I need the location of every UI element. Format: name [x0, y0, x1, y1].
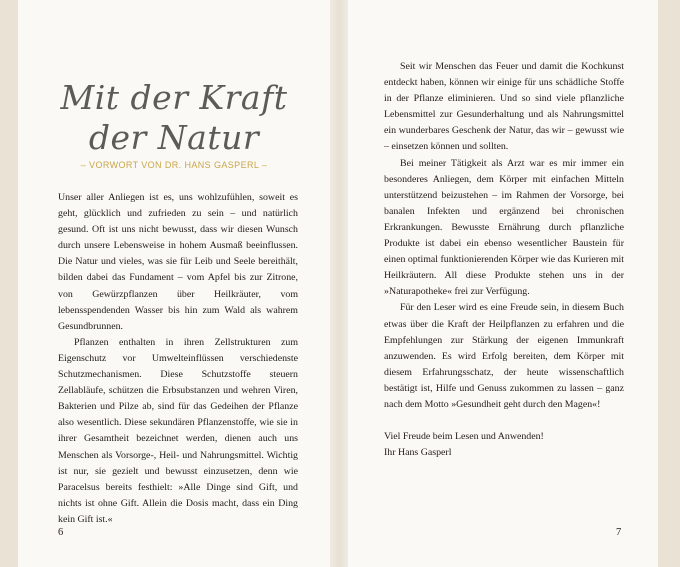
paragraph: Seit wir Menschen das Feuer und damit die Kochkunst entdeckt haben, können wir einige für uns schädliche Stoffe in der Pflanze eliminieren. Und so sind viele pflanzliche Lebensmittel zur Gesunderhaltung und als Nahrungsmittel ein wunderbares Geschenk der Natur, das wir – gewusst wie – einsetzen können und sollten. — [384, 61, 624, 153]
signature-line: Ihr Hans Gasperl — [384, 447, 452, 459]
closing-greeting: Viel Freude beim Lesen und Anwenden! — [384, 431, 544, 443]
page-number-right: 7 — [616, 527, 622, 538]
paragraph: Unser aller Anliegen ist es, uns wohlzufühlen, soweit es geht, glücklich und zufrieden zu sein – und natürlich gesund. Oft ist uns nicht bewusst, dass wir diesen Wunsch durch unsere Lebensweise in hohem Ausmaß beeinflussen. Die Natur und vieles, was sie für Leib und Seele bereithält, bilden dabei das Fundament – vom Apfel bis zur Zitrone, von Gewürzpflanzen über Heilkräuter, vom lebensspendenden Wasser bis hin zum Wald als wahrem Gesundbrunnen. — [58, 192, 298, 332]
title-line-1: Mit der Kraft — [60, 78, 288, 117]
book-gutter — [330, 0, 348, 567]
right-body-text — [384, 59, 624, 461]
page-number-left: 6 — [58, 527, 64, 538]
paragraph: Pflanzen enthalten in ihren Zellstrukturen zum Eigenschutz vor Umwelteinflüssen verschiedenste Schutzmechanismen. Diese Schutzstoffe steuern Zellabläufe, schützen die Erbsubstanzen und wehren Viren, Bakterien und Pilze ab, sind für das Gedeihen der Pflanze also wesentlich. Diese sekundären Pflanzenstoffe, wie sie in ihrer Gesamtheit bezeichnet werden, dienen auch uns Menschen als Vorsorge-, Heil- und Nahrungsmittel. Wichtig ist nur, sie gezielt und bewusst einzusetzen, denn wie Paracelsus bereits festhielt: »Alle Dinge sind Gift, und nichts ist ohne Gift. Allein die Dosis macht, dass ein Ding kein Gift ist.« — [58, 336, 298, 525]
title-line-2: der Natur — [88, 118, 260, 157]
paragraph: Für den Leser wird es eine Freude sein, in diesem Buch etwas über die Kraft der Heilpflanzen zu erfahren und die Empfehlungen zur Stärkung der eigenen Immunkraft anzuwenden. Es wird Erfolg bereiten, dem Körper mit diesem Erfahrungsschatz, der heute wissenschaftlich bestätigt ist, Hilfe und Genuss zukommen zu lassen – ganz nach dem Motto »Gesundheit geht durch den Magen«! — [384, 302, 624, 410]
right-page — [348, 0, 658, 567]
chapter-title — [18, 78, 330, 158]
foreword-byline: – VORWORT VON DR. HANS GASPERL – — [80, 160, 268, 170]
left-page — [18, 0, 330, 567]
left-body-text — [58, 190, 298, 528]
paragraph: Bei meiner Tätigkeit als Arzt war es mir immer ein besonderes Anliegen, dem Körper mit einfachen Mitteln unterstützend beizustehen – im Rahmen der Vorsorge, bei banalen Infekten und ergänzend bei chronischen Erkrankungen. Bewusste Ernährung durch pflanzliche Produkte ist dabei ein ebenso wesentlicher Baustein für einen optimal funktionierenden Körper wie das Kurieren mit Heilkräutern. All diese Produkte stehen uns in der »Naturapotheke« frei zur Verfügung. — [384, 157, 624, 298]
